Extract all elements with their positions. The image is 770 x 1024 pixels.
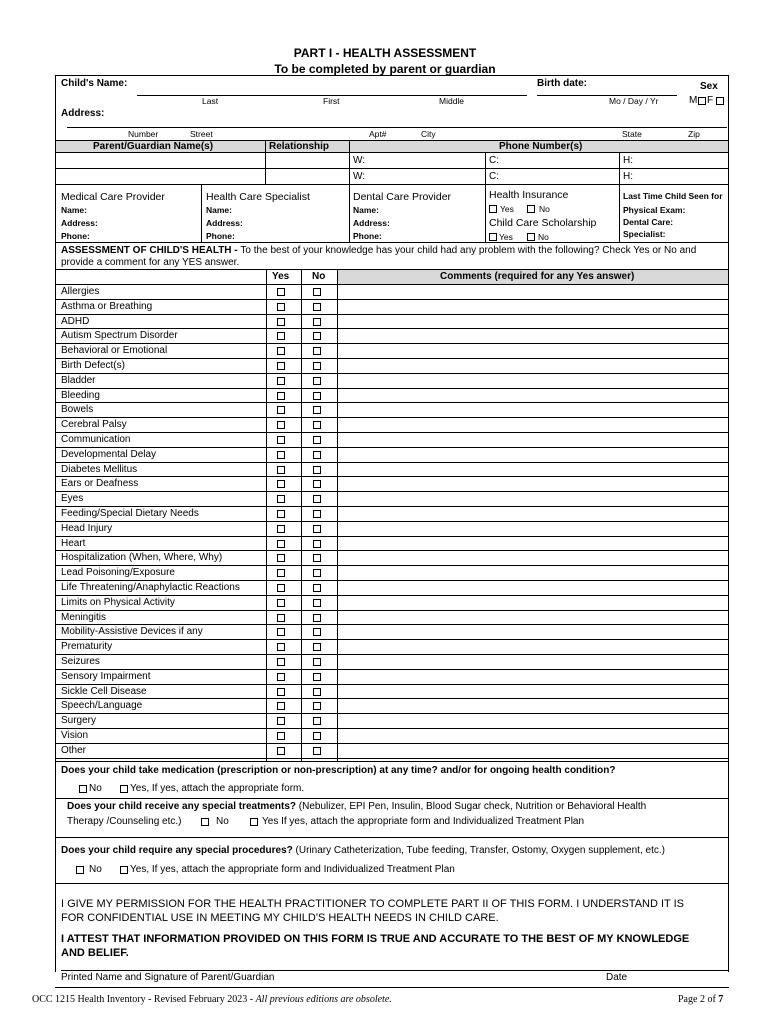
condition-comment-field[interactable] xyxy=(338,699,728,713)
sex-f-checkbox[interactable] xyxy=(716,97,724,105)
scholarship-yes-label: Yes xyxy=(499,232,513,242)
attest-text-2: AND BELIEF. xyxy=(61,947,129,959)
condition-yes-checkbox[interactable] xyxy=(277,614,285,622)
medication-no-label: No xyxy=(89,783,102,794)
condition-name: Head Injury xyxy=(61,522,113,534)
condition-comment-field[interactable] xyxy=(338,359,728,373)
condition-row xyxy=(56,329,729,344)
insurance-yes-label: Yes xyxy=(500,204,514,214)
condition-comment-field[interactable] xyxy=(338,389,728,403)
condition-no-checkbox[interactable] xyxy=(313,747,321,755)
footer-form-id xyxy=(32,994,392,1005)
footer-form-id-text: OCC 1215 Health Inventory - Revised February 2023 - xyxy=(32,994,256,1005)
specialist-phone-label: Phone: xyxy=(206,231,235,241)
condition-yes-checkbox[interactable] xyxy=(277,747,285,755)
condition-comment-field[interactable] xyxy=(338,729,728,743)
condition-comment-field[interactable] xyxy=(338,329,728,343)
date-label: Date xyxy=(606,972,628,983)
last-seen-title: Last Time Child Seen for xyxy=(623,191,723,201)
relationship-header: Relationship xyxy=(269,141,330,152)
home-phone-label: H: xyxy=(623,171,633,182)
condition-yes-checkbox[interactable] xyxy=(277,717,285,725)
child-name-label: Child's Name: xyxy=(61,78,128,89)
condition-no-checkbox[interactable] xyxy=(313,421,321,429)
dental-name-label: Name: xyxy=(353,205,379,215)
condition-name: Sickle Cell Disease xyxy=(61,685,147,697)
condition-row xyxy=(56,685,729,700)
divider xyxy=(55,798,729,799)
condition-yes-checkbox[interactable] xyxy=(277,510,285,518)
medical-provider-title: Medical Care Provider xyxy=(61,191,165,203)
condition-row xyxy=(56,522,729,537)
condition-name: Vision xyxy=(61,730,89,741)
divider xyxy=(485,152,486,184)
condition-no-checkbox[interactable] xyxy=(313,362,321,370)
street-label: Street xyxy=(190,129,213,139)
permission-text-2: FOR CONFIDENTIAL USE IN MEETING MY CHILD'S HEALTH NEEDS IN CHILD CARE. xyxy=(61,912,499,924)
condition-no-checkbox[interactable] xyxy=(313,451,321,459)
condition-yes-checkbox[interactable] xyxy=(277,599,285,607)
condition-row xyxy=(56,359,729,374)
condition-yes-checkbox[interactable] xyxy=(277,406,285,414)
treatments-question-bold: Does your child receive any special treatments? xyxy=(67,801,296,812)
condition-comment-field[interactable] xyxy=(338,418,728,432)
condition-no-checkbox[interactable] xyxy=(313,525,321,533)
divider xyxy=(266,269,267,762)
procedures-yes-checkbox[interactable] xyxy=(120,866,128,874)
condition-yes-checkbox[interactable] xyxy=(277,362,285,370)
condition-yes-checkbox[interactable] xyxy=(277,643,285,651)
divider xyxy=(55,837,729,838)
condition-row xyxy=(56,670,729,685)
condition-row xyxy=(56,300,729,315)
last-dental-label: Dental Care: xyxy=(623,217,674,227)
condition-row xyxy=(56,551,729,566)
condition-name: Other xyxy=(61,744,87,756)
condition-yes-checkbox[interactable] xyxy=(277,628,285,636)
condition-comment-field[interactable] xyxy=(338,670,728,684)
condition-no-checkbox[interactable] xyxy=(313,318,321,326)
scholarship-no-checkbox[interactable] xyxy=(527,233,535,241)
condition-row xyxy=(56,640,729,655)
condition-comment-field[interactable] xyxy=(338,507,728,521)
assessment-heading-text: To the best of your knowledge has your child had any problem with the following? Check Yes or No and provide a comment for any YES answer. xyxy=(61,245,697,268)
footer-page-number xyxy=(678,994,723,1005)
divider xyxy=(301,269,302,762)
condition-yes-checkbox[interactable] xyxy=(277,673,285,681)
condition-row xyxy=(56,374,729,389)
sex-f-label: F xyxy=(707,95,714,106)
condition-comment-field[interactable] xyxy=(338,374,728,388)
last-specialist-label: Specialist: xyxy=(623,229,666,239)
condition-name: Autism Spectrum Disorder xyxy=(61,330,178,342)
condition-row xyxy=(56,463,729,478)
dental-address-label: Address: xyxy=(353,218,390,228)
condition-name: Sensory Impairment xyxy=(61,670,151,682)
condition-name: Seizures xyxy=(61,656,100,667)
condition-comment-field[interactable] xyxy=(338,596,728,610)
condition-comment-field[interactable] xyxy=(338,685,728,699)
scholarship-title: Child Care Scholarship xyxy=(489,217,597,229)
condition-no-checkbox[interactable] xyxy=(313,347,321,355)
condition-yes-checkbox[interactable] xyxy=(277,347,285,355)
cell-phone-label: C: xyxy=(489,155,499,166)
condition-no-checkbox[interactable] xyxy=(313,466,321,474)
condition-no-checkbox[interactable] xyxy=(313,569,321,577)
condition-name: Birth Defect(s) xyxy=(61,360,125,371)
condition-yes-checkbox[interactable] xyxy=(277,288,285,296)
condition-name: Developmental Delay xyxy=(61,448,157,460)
divider xyxy=(349,184,350,242)
condition-comment-field[interactable] xyxy=(338,492,728,506)
footer-page-total: 7 xyxy=(718,994,724,1005)
condition-no-checkbox[interactable] xyxy=(313,688,321,696)
condition-name: Asthma or Breathing xyxy=(61,300,153,312)
condition-row xyxy=(56,566,729,581)
condition-comment-field[interactable] xyxy=(338,522,728,536)
condition-no-checkbox[interactable] xyxy=(313,332,321,340)
condition-name: Cerebral Palsy xyxy=(61,419,127,431)
treatments-no-label: No xyxy=(216,816,229,827)
condition-comment-field[interactable] xyxy=(338,655,728,669)
work-phone-label: W: xyxy=(353,155,366,166)
condition-name: Hospitalization (When, Where, Why) xyxy=(61,552,223,564)
form-title: PART I - HEALTH ASSESSMENT xyxy=(293,46,477,60)
footer-page-prefix: Page 2 of xyxy=(678,994,719,1005)
condition-no-checkbox[interactable] xyxy=(313,599,321,607)
condition-name: Feeding/Special Dietary Needs xyxy=(61,508,199,519)
treatments-question xyxy=(67,801,646,812)
divider xyxy=(201,184,202,242)
condition-yes-checkbox[interactable] xyxy=(277,732,285,740)
condition-name: Bladder xyxy=(61,374,96,386)
condition-row xyxy=(56,477,729,492)
condition-name: Eyes xyxy=(61,493,84,505)
divider xyxy=(485,184,486,242)
condition-comment-field[interactable] xyxy=(338,581,728,595)
procedures-yes-label: Yes, If yes, attach the appropriate form and Individualized Treatment Plan xyxy=(130,864,455,875)
medication-question: Does your child take medication (prescription or non-prescription) at any time? and/or for ongoing health condition? xyxy=(61,765,616,776)
phone-header: Phone Number(s) xyxy=(499,141,583,152)
condition-name: Bowels xyxy=(61,404,94,416)
condition-row xyxy=(56,699,729,714)
condition-comment-field[interactable] xyxy=(338,448,728,462)
medication-no-checkbox[interactable] xyxy=(79,785,87,793)
condition-no-checkbox[interactable] xyxy=(313,406,321,414)
specialist-name-label: Name: xyxy=(206,205,232,215)
condition-no-checkbox[interactable] xyxy=(313,732,321,740)
condition-comment-field[interactable] xyxy=(338,477,728,491)
zip-label: Zip xyxy=(688,129,700,139)
work-phone-label: W: xyxy=(353,171,366,182)
medical-phone-label: Phone: xyxy=(61,231,90,241)
condition-comment-field[interactable] xyxy=(338,714,728,728)
signature-line[interactable] xyxy=(61,970,728,971)
medical-address-label: Address: xyxy=(61,218,98,228)
condition-comment-field[interactable] xyxy=(338,403,728,417)
insurance-no-checkbox[interactable] xyxy=(527,205,535,213)
condition-comment-field[interactable] xyxy=(338,625,728,639)
condition-no-checkbox[interactable] xyxy=(313,584,321,592)
form-subtitle: To be completed by parent or guardian xyxy=(274,62,496,76)
condition-row xyxy=(56,537,729,552)
condition-yes-checkbox[interactable] xyxy=(277,569,285,577)
condition-comment-field[interactable] xyxy=(338,463,728,477)
condition-name: Life Threatening/Anaphylactic Reactions xyxy=(61,582,240,593)
specialist-title: Health Care Specialist xyxy=(206,191,310,203)
guardian-name-header: Parent/Guardian Name(s) xyxy=(93,141,214,152)
scholarship-yes-checkbox[interactable] xyxy=(489,233,497,241)
condition-yes-checkbox[interactable] xyxy=(277,332,285,340)
condition-yes-checkbox[interactable] xyxy=(277,688,285,696)
condition-yes-checkbox[interactable] xyxy=(277,495,285,503)
divider xyxy=(55,883,729,884)
condition-no-checkbox[interactable] xyxy=(313,480,321,488)
divider xyxy=(619,184,620,242)
sex-label: Sex xyxy=(700,81,718,92)
condition-row xyxy=(56,418,729,433)
sex-m-label: M xyxy=(689,95,698,106)
condition-yes-checkbox[interactable] xyxy=(277,377,285,385)
footer-obsolete-note: All previous editions are obsolete. xyxy=(255,994,392,1005)
date-format-label: Mo / Day / Yr xyxy=(609,96,659,106)
last-physical-label: Physical Exam: xyxy=(623,205,686,215)
condition-name: Diabetes Mellitus xyxy=(61,463,138,475)
condition-no-checkbox[interactable] xyxy=(313,303,321,311)
procedures-no-label: No xyxy=(89,864,102,875)
divider xyxy=(55,184,729,185)
condition-no-checkbox[interactable] xyxy=(313,510,321,518)
condition-yes-checkbox[interactable] xyxy=(277,392,285,400)
condition-yes-checkbox[interactable] xyxy=(277,540,285,548)
condition-row xyxy=(56,625,729,640)
divider xyxy=(619,152,620,184)
insurance-yes-checkbox[interactable] xyxy=(489,205,497,213)
attest-text-1: I ATTEST THAT INFORMATION PROVIDED ON THIS FORM IS TRUE AND ACCURATE TO THE BEST OF MY KNOWLEDGE xyxy=(61,933,690,945)
treatments-yes-checkbox[interactable] xyxy=(250,818,258,826)
condition-no-checkbox[interactable] xyxy=(313,554,321,562)
state-label: State xyxy=(622,129,642,139)
condition-no-checkbox[interactable] xyxy=(313,717,321,725)
medication-yes-label: Yes, If yes, attach the appropriate form. xyxy=(130,783,305,794)
insurance-title: Health Insurance xyxy=(489,189,569,201)
condition-no-checkbox[interactable] xyxy=(313,614,321,622)
birth-date-label: Birth date: xyxy=(537,78,587,89)
condition-row xyxy=(56,492,729,507)
condition-comment-field[interactable] xyxy=(338,611,728,625)
assessment-heading-bold: ASSESSMENT OF CHILD'S HEALTH - xyxy=(61,245,241,256)
divider xyxy=(55,987,729,988)
condition-yes-checkbox[interactable] xyxy=(277,466,285,474)
condition-name: Communication xyxy=(61,434,131,445)
procedures-question xyxy=(61,845,665,856)
procedures-question-bold: Does your child require any special procedures? xyxy=(61,845,293,856)
treatments-no-checkbox[interactable] xyxy=(201,818,209,826)
condition-row xyxy=(56,507,729,522)
condition-row xyxy=(56,596,729,611)
condition-name: Limits on Physical Activity xyxy=(61,596,175,608)
condition-row xyxy=(56,285,729,300)
condition-name: Bleeding xyxy=(61,389,100,401)
condition-name: Speech/Language xyxy=(61,700,143,712)
home-phone-label: H: xyxy=(623,155,633,166)
condition-comment-field[interactable] xyxy=(338,640,728,654)
condition-no-checkbox[interactable] xyxy=(313,495,321,503)
no-column-header: No xyxy=(312,271,326,282)
condition-comment-field[interactable] xyxy=(338,537,728,551)
divider xyxy=(349,140,350,184)
condition-yes-checkbox[interactable] xyxy=(277,525,285,533)
apt-label: Apt# xyxy=(369,129,387,139)
condition-yes-checkbox[interactable] xyxy=(277,702,285,710)
condition-yes-checkbox[interactable] xyxy=(277,421,285,429)
condition-no-checkbox[interactable] xyxy=(313,643,321,651)
condition-row xyxy=(56,448,729,463)
assessment-heading xyxy=(61,245,725,269)
first-label: First xyxy=(323,96,340,106)
condition-name: Surgery xyxy=(61,715,97,727)
comments-column-header: Comments (required for any Yes answer) xyxy=(440,271,635,282)
condition-comment-field[interactable] xyxy=(338,551,728,565)
condition-name: Meningitis xyxy=(61,611,107,623)
number-label: Number xyxy=(128,129,159,139)
condition-comment-field[interactable] xyxy=(338,344,728,358)
last-label: Last xyxy=(202,96,219,106)
condition-row xyxy=(56,581,729,596)
middle-label: Middle xyxy=(439,96,465,106)
condition-no-checkbox[interactable] xyxy=(313,658,321,666)
divider xyxy=(337,269,338,762)
condition-comment-field[interactable] xyxy=(338,744,728,758)
specialist-address-label: Address: xyxy=(206,218,243,228)
condition-yes-checkbox[interactable] xyxy=(277,554,285,562)
medical-name-label: Name: xyxy=(61,205,87,215)
address-line[interactable] xyxy=(67,127,727,128)
condition-name: Heart xyxy=(61,537,86,549)
condition-name: Ears or Deafness xyxy=(61,478,139,490)
condition-comment-field[interactable] xyxy=(338,300,728,314)
condition-name: ADHD xyxy=(61,315,90,327)
condition-yes-checkbox[interactable] xyxy=(277,318,285,326)
dental-provider-title: Dental Care Provider xyxy=(353,191,452,203)
condition-row xyxy=(56,655,729,670)
condition-yes-checkbox[interactable] xyxy=(277,303,285,311)
condition-name: Allergies xyxy=(61,286,100,297)
condition-name: Mobility-Assistive Devices if any xyxy=(61,626,203,638)
medication-yes-checkbox[interactable] xyxy=(120,785,128,793)
condition-yes-checkbox[interactable] xyxy=(277,584,285,592)
condition-no-checkbox[interactable] xyxy=(313,436,321,444)
condition-no-checkbox[interactable] xyxy=(313,288,321,296)
condition-no-checkbox[interactable] xyxy=(313,628,321,636)
permission-text-1: I GIVE MY PERMISSION FOR THE HEALTH PRACTITIONER TO COMPLETE PART II OF THIS FORM. I UNDERSTAND IT IS xyxy=(61,898,685,910)
condition-comment-field[interactable] xyxy=(338,566,728,580)
sex-m-checkbox[interactable] xyxy=(698,97,706,105)
condition-name: Prematurity xyxy=(61,641,113,653)
divider xyxy=(55,242,729,243)
condition-row xyxy=(56,389,729,404)
condition-row xyxy=(56,611,729,626)
condition-row xyxy=(56,714,729,729)
condition-no-checkbox[interactable] xyxy=(313,673,321,681)
condition-comment-field[interactable] xyxy=(338,315,728,329)
dental-phone-label: Phone: xyxy=(353,231,382,241)
insurance-no-label: No xyxy=(539,204,550,214)
condition-row xyxy=(56,344,729,359)
condition-comment-field[interactable] xyxy=(338,285,728,299)
condition-no-checkbox[interactable] xyxy=(313,392,321,400)
procedures-question-text: (Urinary Catheterization, Tube feeding, Transfer, Ostomy, Oxygen supplement, etc.) xyxy=(292,845,665,856)
treatments-question-text: (Nebulizer, EPI Pen, Insulin, Blood Sugar check, Nutrition or Behavioral Health xyxy=(295,801,647,812)
treatments-yes-label: Yes If yes, attach the appropriate form and Individualized Treatment Plan xyxy=(262,816,585,827)
condition-name: Lead Poisoning/Exposure xyxy=(61,567,175,579)
condition-name: Behavioral or Emotional xyxy=(61,345,168,357)
condition-yes-checkbox[interactable] xyxy=(277,451,285,459)
condition-row xyxy=(56,403,729,418)
condition-no-checkbox[interactable] xyxy=(313,540,321,548)
condition-comment-field[interactable] xyxy=(338,433,728,447)
divider xyxy=(55,168,729,169)
condition-no-checkbox[interactable] xyxy=(313,377,321,385)
condition-row xyxy=(56,729,729,744)
yes-column-header: Yes xyxy=(272,271,290,282)
address-label: Address: xyxy=(61,108,105,119)
condition-yes-checkbox[interactable] xyxy=(277,436,285,444)
divider xyxy=(265,140,266,184)
divider xyxy=(55,152,729,153)
condition-no-checkbox[interactable] xyxy=(313,702,321,710)
condition-yes-checkbox[interactable] xyxy=(277,658,285,666)
condition-row xyxy=(56,433,729,448)
condition-row xyxy=(56,744,729,759)
signature-label: Printed Name and Signature of Parent/Guardian xyxy=(61,972,275,983)
scholarship-no-label: No xyxy=(538,232,549,242)
condition-row xyxy=(56,315,729,330)
cell-phone-label: C: xyxy=(489,171,499,182)
city-label: City xyxy=(421,129,436,139)
condition-yes-checkbox[interactable] xyxy=(277,480,285,488)
treatments-line2: Therapy /Counseling etc.) xyxy=(67,816,182,827)
procedures-no-checkbox[interactable] xyxy=(76,866,84,874)
